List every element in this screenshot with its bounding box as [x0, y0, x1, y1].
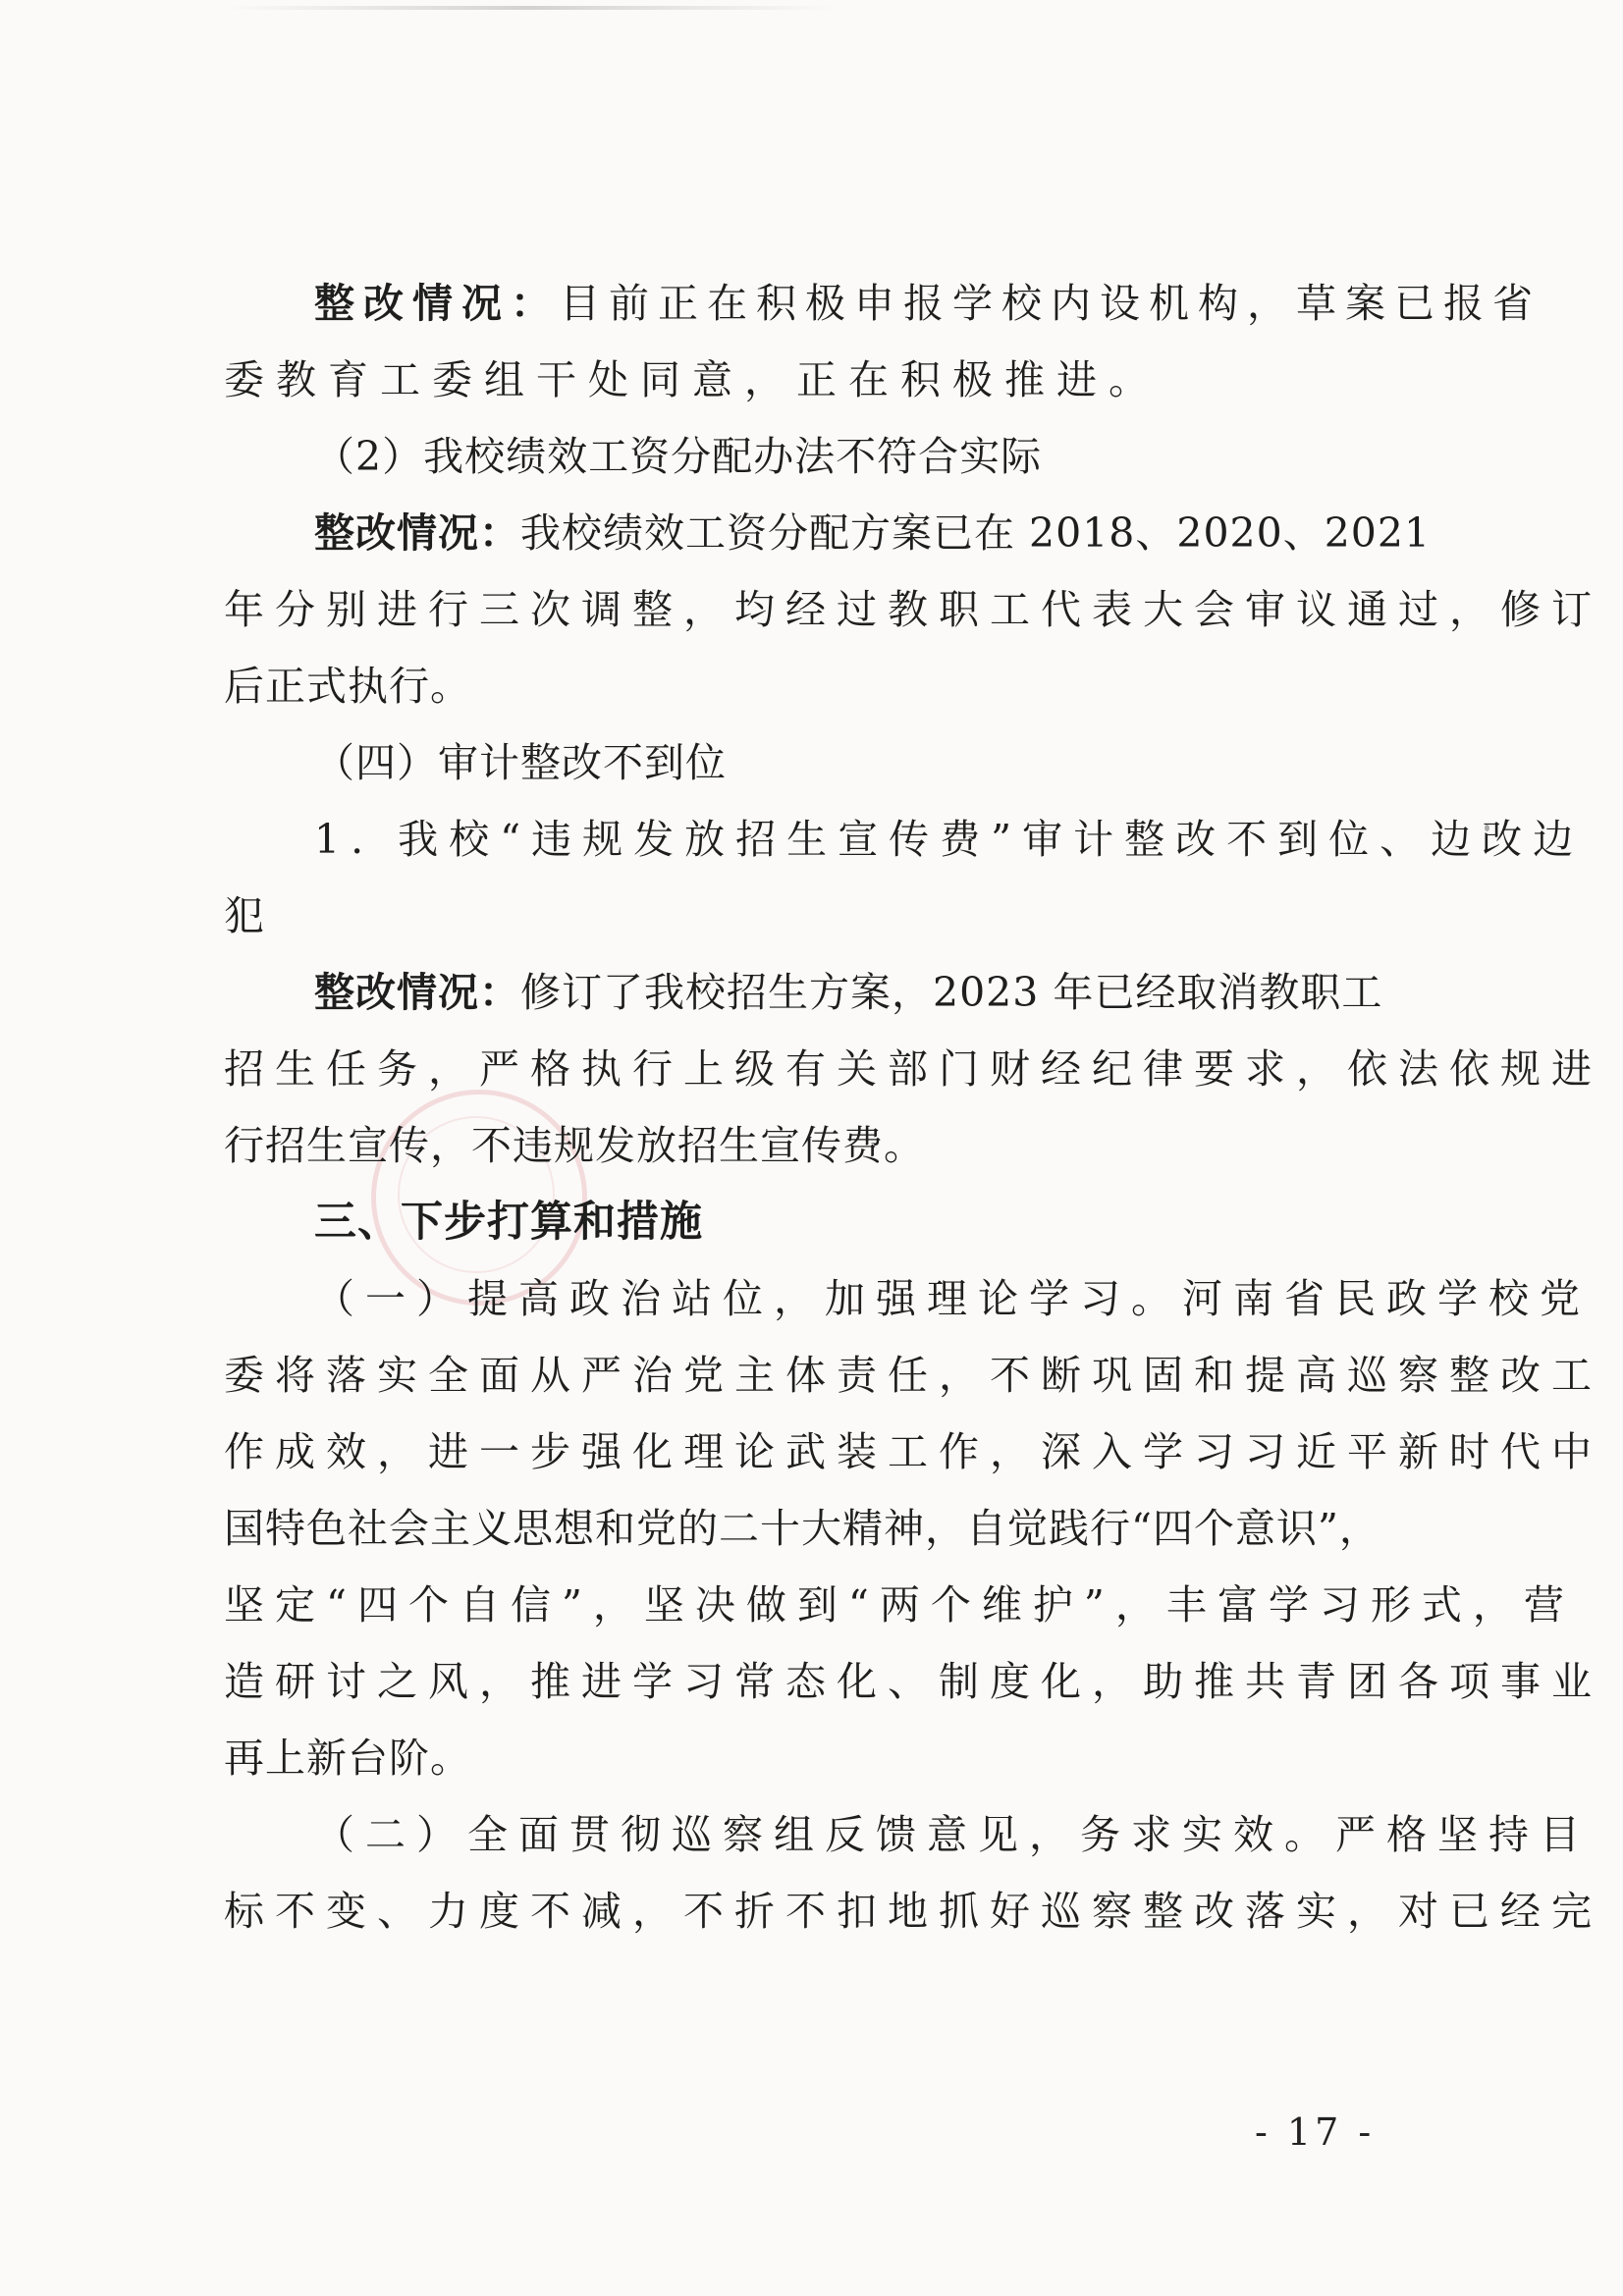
paragraph-line: 委将落实全面从严治党主体责任，不断巩固和提高巡察整改工: [224, 1352, 1602, 1399]
paragraph-line: （一）提高政治站位，加强理论学习。河南省民政学校党: [314, 1275, 1591, 1322]
paragraph-line: 造研讨之风，推进学习常态化、制度化，助推共青团各项事业: [224, 1658, 1602, 1705]
paragraph-line: 犯: [224, 892, 265, 939]
paragraph-line: 招生任务，严格执行上级有关部门财经纪律要求，依法依规进: [224, 1045, 1602, 1093]
paragraph-line: 委教育工委组干处同意，正在积极推进。: [224, 356, 1161, 403]
paragraph-line: 标不变、力度不减，不折不扣地抓好巡察整改落实，对已经完: [224, 1888, 1602, 1935]
paragraph-line: 坚定“四个自信”，坚决做到“两个维护”，丰富学习形式，营: [224, 1581, 1575, 1629]
scan-artifact: [226, 6, 835, 10]
document-body: [224, 265, 1602, 1949]
page-number: - 17 -: [1255, 2110, 1376, 2154]
paragraph-line: 行招生宣传，不违规发放招生宣传费。: [224, 1122, 925, 1169]
paragraph-line: （四）审计整改不到位: [314, 739, 727, 786]
paragraph-line: 国特色社会主义思想和党的二十大精神，自觉践行“四个意识”，: [224, 1505, 1380, 1552]
paragraph-line: [224, 954, 1422, 1031]
paragraph-line: （二）全面贯彻巡察组反馈意见，务求实效。严格坚持目: [314, 1811, 1591, 1858]
rectification-lead: 整改情况：: [314, 280, 560, 327]
paragraph-line: 1. 我校“违规发放招生宣传费”审计整改不到位、边改边: [314, 816, 1585, 863]
paragraph-line: 再上新台阶。: [224, 1735, 471, 1782]
paragraph-line: 年分别进行三次调整，均经过教职工代表大会审议通过，修订: [224, 586, 1602, 633]
section-heading: 三、下步打算和措施: [314, 1198, 703, 1247]
paragraph-line: 作成效，进一步强化理论武装工作，深入学习习近平新时代中: [224, 1428, 1602, 1475]
line-text: 目前正在积极申报学校内设机构，草案已报省: [560, 280, 1542, 327]
line-text: 我校绩效工资分配方案已在 2018、2020、2021: [520, 509, 1432, 557]
paragraph-line: [224, 495, 1432, 571]
paragraph-line: [224, 265, 1542, 342]
rectification-lead: 整改情况：: [314, 969, 520, 1016]
paragraph-line: （2）我校绩效工资分配办法不符合实际: [314, 433, 1043, 480]
rectification-lead: 整改情况：: [314, 509, 520, 557]
paragraph-line: 后正式执行。: [224, 663, 471, 710]
line-text: 修订了我校招生方案，2023 年已经取消教职工: [520, 969, 1383, 1016]
